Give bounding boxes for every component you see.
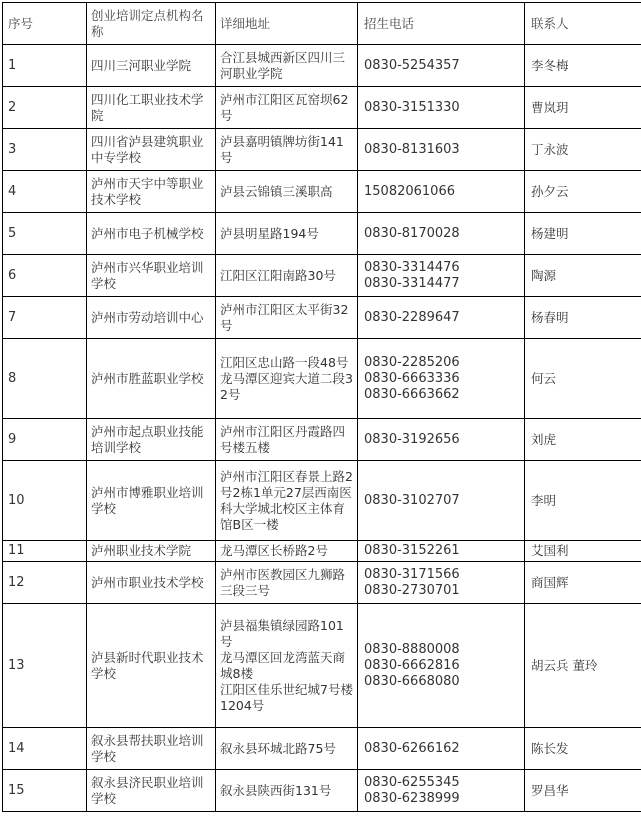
institution-address [216, 213, 358, 255]
row-number: 13 [3, 604, 87, 728]
contact-person: 商国辉 [525, 562, 641, 604]
phone-line: 0830-3314476 [364, 260, 520, 276]
enrollment-phone [358, 419, 525, 461]
address-line: 泸州市江阳区太平街32号 [220, 302, 353, 334]
contact-person: 陶源 [525, 255, 641, 297]
contact-person: 胡云兵 董玲 [525, 604, 641, 728]
institution-address [216, 297, 358, 339]
address-line: 龙马潭区回龙湾蓝天商城8楼 [220, 650, 353, 682]
phone-line: 0830-6255345 [364, 775, 520, 791]
address-line: 龙马潭区长桥路2号 [220, 543, 353, 559]
institution-address [216, 541, 358, 562]
institution-address [216, 604, 358, 728]
enrollment-phone [358, 171, 525, 213]
row-number: 8 [3, 339, 87, 419]
table-row [3, 541, 641, 562]
address-line: 叙永县陕西街131号 [220, 783, 353, 799]
table-row [3, 171, 641, 213]
enrollment-phone [358, 541, 525, 562]
phone-line: 0830-8170028 [364, 226, 520, 242]
institution-name: 四川省泸县建筑职业中专学校 [87, 129, 216, 171]
contact-person: 陈长发 [525, 728, 641, 770]
institution-name: 泸州市劳动培训中心 [87, 297, 216, 339]
contact-person: 李冬梅 [525, 45, 641, 87]
address-line: 叙永县环城北路75号 [220, 741, 353, 757]
table-row [3, 728, 641, 770]
institution-address [216, 171, 358, 213]
contact-person: 孙夕云 [525, 171, 641, 213]
address-line: 合江县城西新区四川三河职业学院 [220, 50, 353, 82]
phone-line: 0830-2285206 [364, 355, 520, 371]
row-number: 1 [3, 45, 87, 87]
institution-address [216, 339, 358, 419]
header-name: 创业培训定点机构名称 [87, 3, 216, 45]
contact-person: 李明 [525, 461, 641, 541]
phone-line: 0830-6662816 [364, 658, 520, 674]
header-row [3, 3, 641, 45]
institution-address [216, 562, 358, 604]
institution-address [216, 419, 358, 461]
row-number: 14 [3, 728, 87, 770]
row-number: 4 [3, 171, 87, 213]
institution-address [216, 461, 358, 541]
contact-person: 丁永波 [525, 129, 641, 171]
phone-line: 15082061066 [364, 184, 520, 200]
institution-address [216, 728, 358, 770]
enrollment-phone [358, 728, 525, 770]
phone-line: 0830-3102707 [364, 493, 520, 509]
institution-name: 泸州市胜蓝职业学校 [87, 339, 216, 419]
table-row [3, 213, 641, 255]
institution-name: 泸州市职业技术学校 [87, 562, 216, 604]
phone-line: 0830-3171566 [364, 567, 520, 583]
phone-line: 0830-5254357 [364, 58, 520, 74]
header-contact: 联系人 [525, 3, 641, 45]
phone-line: 0830-2730701 [364, 583, 520, 599]
table-row [3, 45, 641, 87]
phone-line: 0830-6663336 [364, 371, 520, 387]
address-line: 泸州市江阳区春景上路2号2栋1单元27层西南医科大学城北校区主体育馆B区一楼 [220, 469, 353, 533]
table-row [3, 87, 641, 129]
address-line: 江阳区佳乐世纪城7号楼1204号 [220, 682, 353, 714]
contact-person: 刘虎 [525, 419, 641, 461]
institution-name: 泸州市电子机械学校 [87, 213, 216, 255]
row-number: 10 [3, 461, 87, 541]
row-number: 2 [3, 87, 87, 129]
institution-address [216, 45, 358, 87]
phone-line: 0830-8131603 [364, 142, 520, 158]
address-line: 泸州市江阳区丹霞路四号楼五楼 [220, 424, 353, 456]
header-no: 序号 [3, 3, 87, 45]
enrollment-phone [358, 45, 525, 87]
phone-line: 0830-6668080 [364, 674, 520, 690]
institution-name: 泸州职业技术学院 [87, 541, 216, 562]
institution-name: 泸州市天宇中等职业技术学校 [87, 171, 216, 213]
enrollment-phone [358, 562, 525, 604]
table-row [3, 419, 641, 461]
header-phone: 招生电话 [358, 3, 525, 45]
row-number: 9 [3, 419, 87, 461]
table-body [3, 45, 641, 812]
address-line: 泸县明星路194号 [220, 226, 353, 242]
enrollment-phone [358, 213, 525, 255]
row-number: 5 [3, 213, 87, 255]
phone-line: 0830-3152261 [364, 543, 520, 559]
address-line: 江阳区江阳南路30号 [220, 268, 353, 284]
table-row [3, 562, 641, 604]
institution-name: 叙永县帮扶职业培训学校 [87, 728, 216, 770]
address-line: 泸县嘉明镇牌坊街141号 [220, 134, 353, 166]
table-row [3, 129, 641, 171]
row-number: 3 [3, 129, 87, 171]
row-number: 12 [3, 562, 87, 604]
institution-address [216, 87, 358, 129]
table-row [3, 339, 641, 419]
institution-address [216, 770, 358, 812]
institution-name: 泸州市起点职业技能培训学校 [87, 419, 216, 461]
contact-person: 何云 [525, 339, 641, 419]
phone-line: 0830-3192656 [364, 432, 520, 448]
institution-name: 四川化工职业技术学院 [87, 87, 216, 129]
enrollment-phone [358, 87, 525, 129]
address-line: 江阳区忠山路一段48号 [220, 355, 353, 371]
table-row [3, 604, 641, 728]
contact-person: 艾国利 [525, 541, 641, 562]
address-line: 泸县福集镇绿园路101号 [220, 618, 353, 650]
institution-name: 泸州市兴华职业培训学校 [87, 255, 216, 297]
enrollment-phone [358, 255, 525, 297]
enrollment-phone [358, 129, 525, 171]
table-row [3, 255, 641, 297]
phone-line: 0830-6266162 [364, 741, 520, 757]
phone-line: 0830-6238999 [364, 791, 520, 807]
contact-person: 曹岚玥 [525, 87, 641, 129]
institution-address [216, 255, 358, 297]
table-row [3, 297, 641, 339]
enrollment-phone [358, 770, 525, 812]
row-number: 11 [3, 541, 87, 562]
phone-line: 0830-8880008 [364, 642, 520, 658]
training-institutions-table [2, 2, 641, 812]
enrollment-phone [358, 297, 525, 339]
header-address: 详细地址 [216, 3, 358, 45]
address-line: 龙马潭区迎宾大道二段32号 [220, 371, 353, 403]
table-row [3, 461, 641, 541]
phone-line: 0830-3314477 [364, 276, 520, 292]
enrollment-phone [358, 604, 525, 728]
institution-name: 泸县新时代职业技术学校 [87, 604, 216, 728]
contact-person: 杨春明 [525, 297, 641, 339]
row-number: 15 [3, 770, 87, 812]
institution-name: 叙永县济民职业培训学校 [87, 770, 216, 812]
enrollment-phone [358, 461, 525, 541]
address-line: 泸州市医教园区九狮路三段三号 [220, 567, 353, 599]
row-number: 7 [3, 297, 87, 339]
contact-person: 罗昌华 [525, 770, 641, 812]
institution-name: 泸州市博雅职业培训学校 [87, 461, 216, 541]
table-row [3, 770, 641, 812]
contact-person: 杨建明 [525, 213, 641, 255]
address-line: 泸州市江阳区瓦窑坝62号 [220, 92, 353, 124]
row-number: 6 [3, 255, 87, 297]
phone-line: 0830-3151330 [364, 100, 520, 116]
address-line: 泸县云锦镇三溪职高 [220, 184, 353, 200]
phone-line: 0830-6663662 [364, 387, 520, 403]
enrollment-phone [358, 339, 525, 419]
phone-line: 0830-2289647 [364, 310, 520, 326]
institution-name: 四川三河职业学院 [87, 45, 216, 87]
institution-address [216, 129, 358, 171]
